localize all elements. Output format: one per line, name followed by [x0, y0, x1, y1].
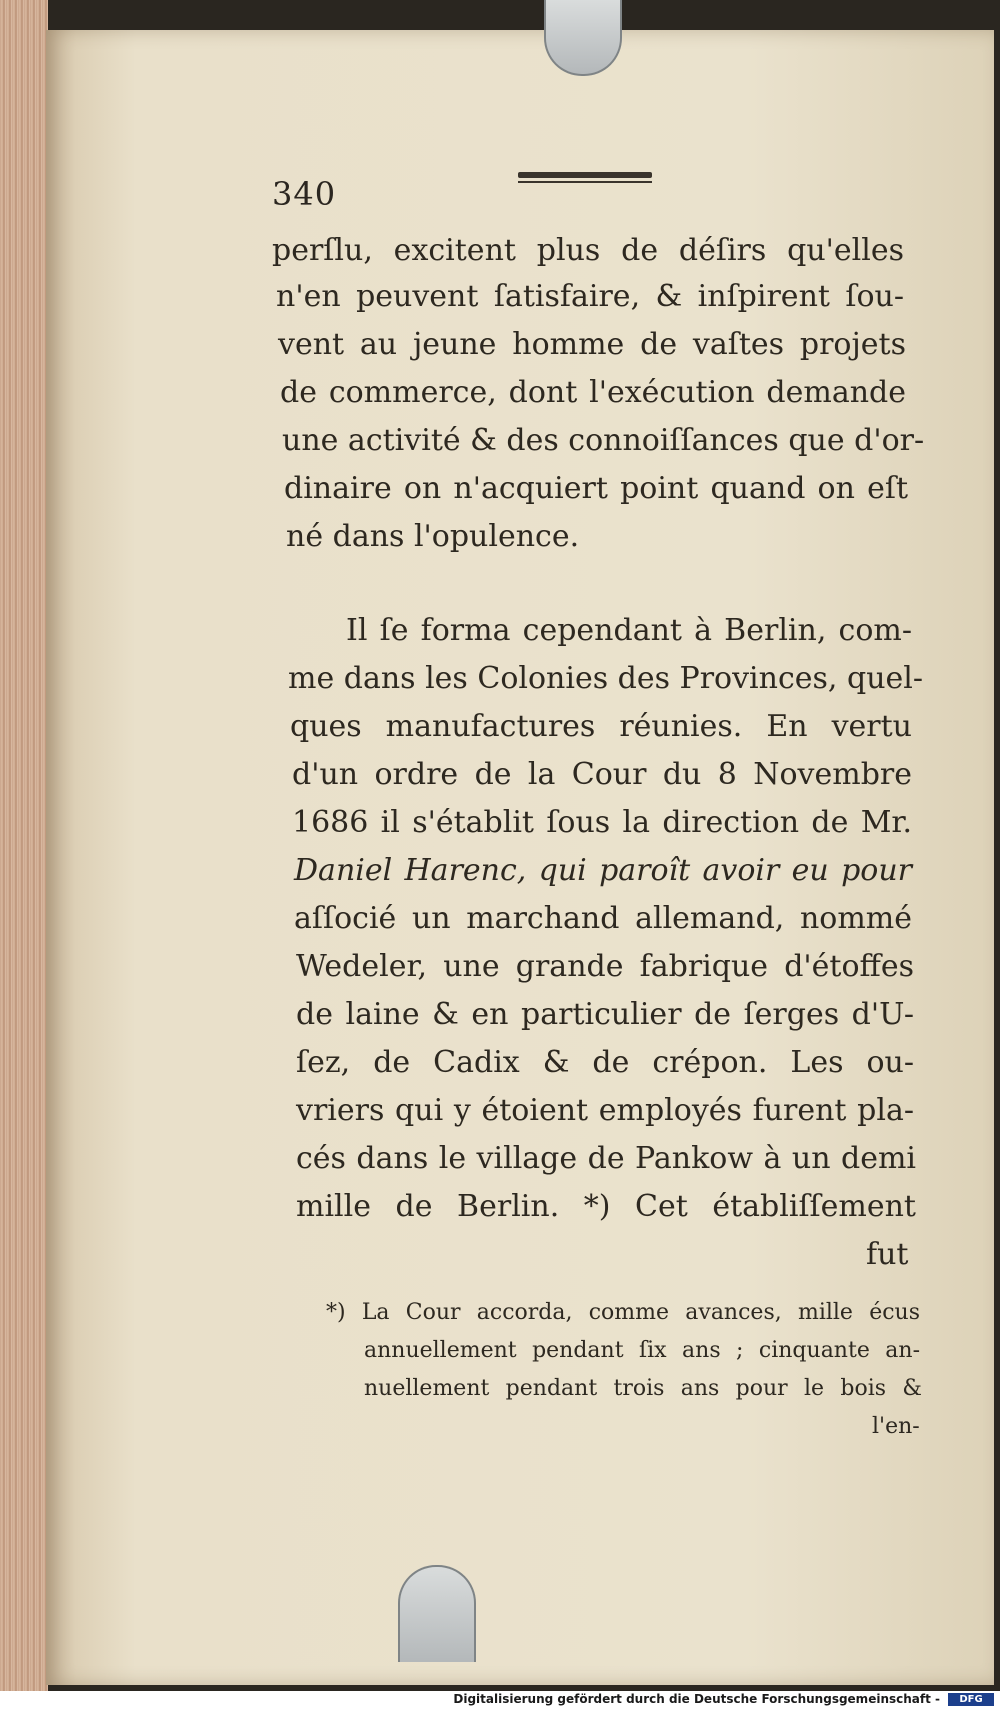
text-line: perſlu, excitent plus de déſirs qu'elles [272, 233, 904, 268]
footer-credit: Digitalisierung gefördert durch die Deutsche Forschungsgemeinschaft - [453, 1692, 940, 1706]
text-line: ques manufactures réunies. En vertu [290, 709, 912, 744]
text-line: de commerce, dont l'exécution demande [280, 375, 906, 410]
text-line: me dans les Colonies des Provinces, quel- [288, 661, 924, 696]
footnote-line: l'en- [872, 1414, 920, 1439]
dfg-logo: DFG [948, 1693, 994, 1706]
text-line: aſſocié un marchand allemand, nommé [294, 901, 912, 936]
text-line: dinaire on n'acquiert point quand on eſt [284, 471, 908, 506]
footnote-line: nuellement pendant trois ans pour le bois & [364, 1376, 922, 1401]
footnote-line: annuellement pendant ſix ans ; cinquante an- [364, 1338, 920, 1363]
header-rule [518, 172, 652, 183]
text-line: Wedeler, une grande fabrique d'étoffes [296, 949, 914, 984]
text-line: Daniel Harenc, qui paroît avoir eu pour [294, 853, 912, 888]
text-line: 1686 il s'établit ſous la direction de Mr. [292, 805, 912, 840]
book-page-edges [0, 0, 48, 1709]
text-line: vent au jeune homme de vaſtes projets [278, 327, 906, 362]
page-number: 340 [272, 175, 337, 213]
page-clip-bottom [398, 1565, 476, 1662]
text-line: mille de Berlin. *) Cet établiſſement [296, 1189, 916, 1224]
text-line: né dans l'opulence. [286, 519, 580, 554]
text-line: vriers qui y étoient employés furent pla- [296, 1093, 914, 1128]
page-clip-top [544, 0, 622, 76]
text-line: de laine & en particulier de ſerges d'U- [296, 997, 914, 1032]
text-line: fut [866, 1237, 909, 1272]
text-line: n'en peuvent ſatisfaire, & inſpirent ſou- [276, 279, 904, 314]
text-line: une activité & des connoiſſances que d'or- [282, 423, 925, 458]
text-line: d'un ordre de la Cour du 8 Novembre [292, 757, 912, 792]
text-line: cés dans le village de Pankow à un demi [296, 1141, 916, 1176]
text-line: Il ſe forma cependant à Berlin, com- [346, 613, 912, 648]
text-line: ſez, de Cadix & de crépon. Les ou- [296, 1045, 914, 1080]
footnote-line: *) La Cour accorda, comme avances, mille écus [326, 1300, 920, 1325]
